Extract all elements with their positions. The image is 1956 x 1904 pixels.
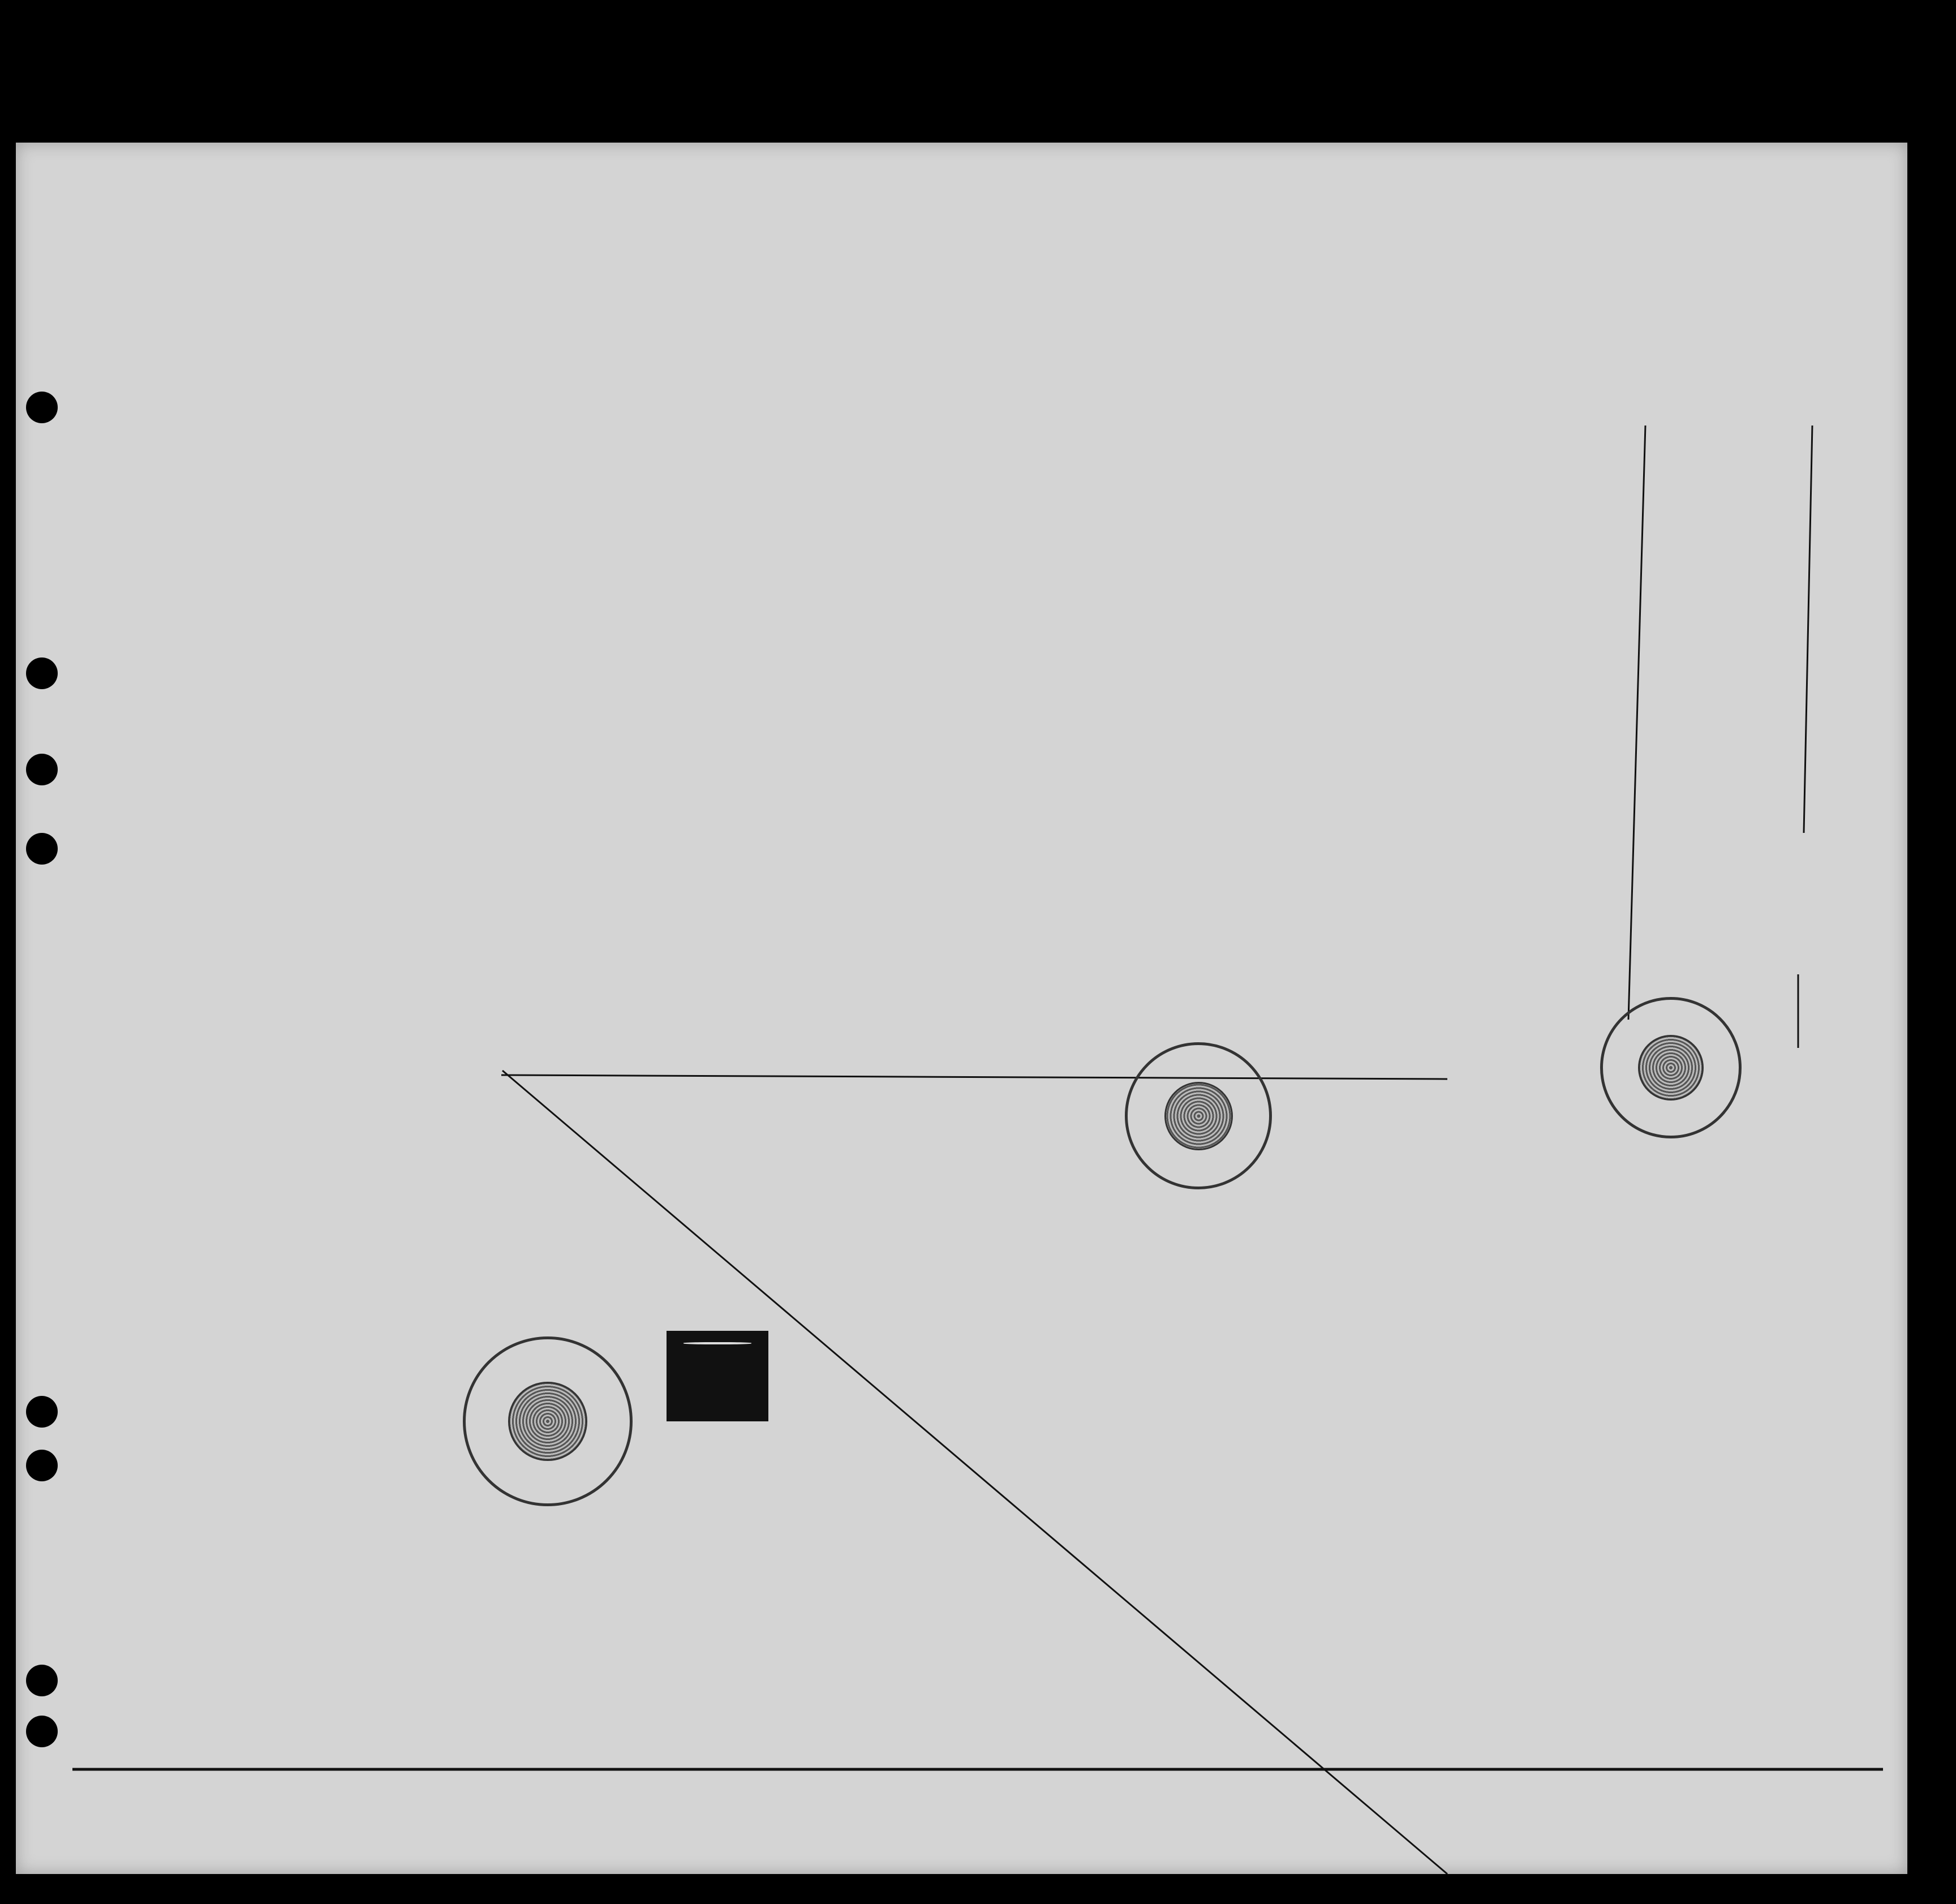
- table-grid: [16, 143, 1907, 1874]
- punch-hole: [26, 754, 58, 785]
- fee-stamp-value: [683, 1342, 751, 1344]
- punch-hole: [26, 1665, 58, 1696]
- fee-stamp: [667, 1331, 768, 1421]
- consulate-seal-right: [1600, 997, 1742, 1138]
- consulate-seal-top: [1125, 1042, 1272, 1189]
- punch-hole: [26, 657, 58, 689]
- punch-hole: [26, 1716, 58, 1747]
- cancel-line: [502, 1071, 1447, 1874]
- punch-hole: [26, 392, 58, 423]
- consulate-seal-visa: [463, 1336, 633, 1506]
- punch-hole: [26, 1396, 58, 1428]
- punch-hole: [26, 833, 58, 865]
- manifest-sheet: [16, 143, 1907, 1874]
- punch-hole: [26, 1450, 58, 1481]
